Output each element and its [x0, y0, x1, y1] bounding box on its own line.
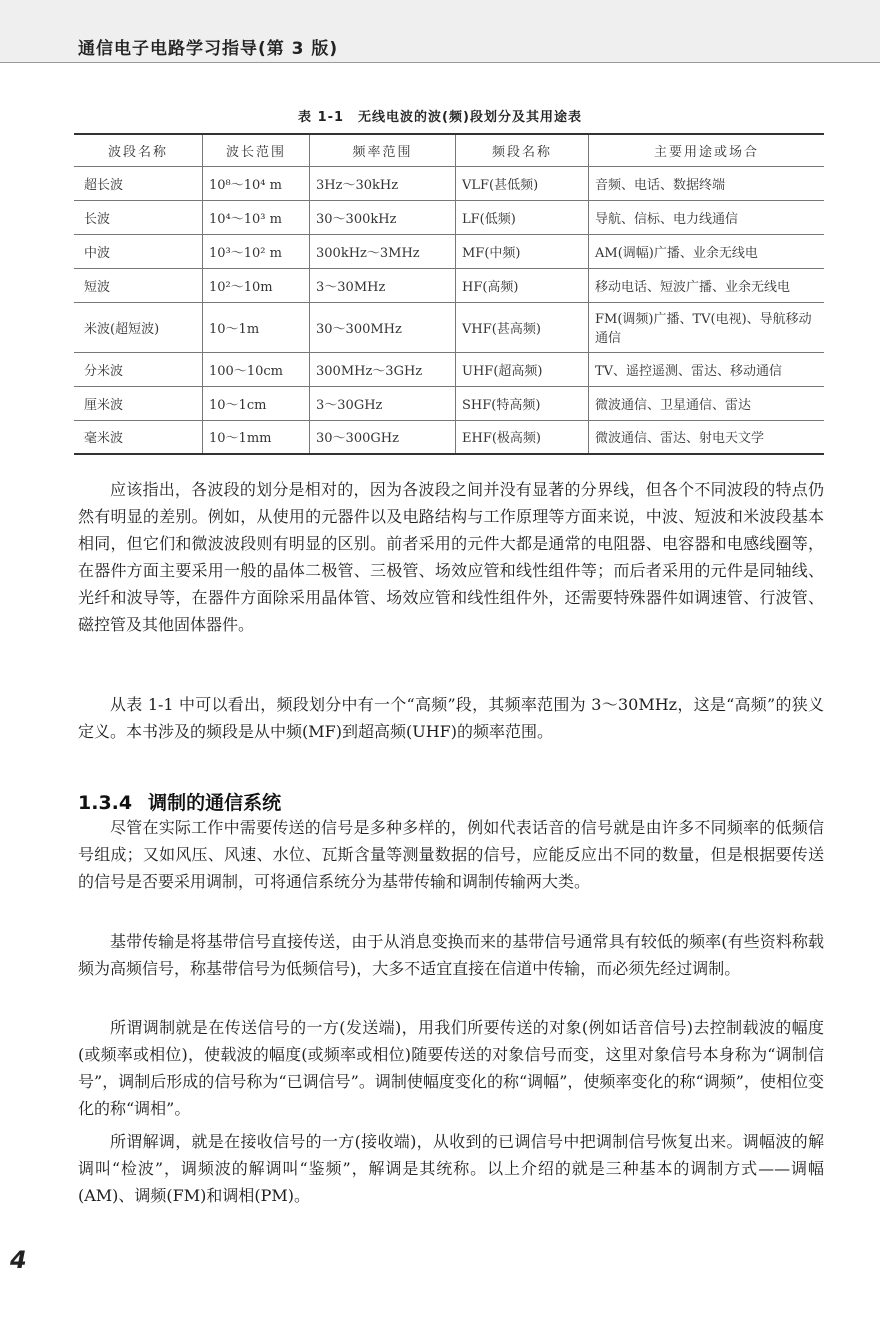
frequency-band-table	[74, 133, 824, 455]
table-cell: 30～300MHz	[310, 302, 456, 352]
table-cell: 导航、信标、电力线通信	[589, 200, 825, 234]
table-cell: 10⁸～10⁴ m	[203, 166, 310, 200]
table-cell: 10～1m	[203, 302, 310, 352]
table-row	[74, 166, 824, 200]
table-cell: VLF(甚低频)	[456, 166, 589, 200]
section-number: 1.3.4	[78, 792, 133, 814]
section-heading	[78, 788, 281, 815]
table-cell: LF(低频)	[456, 200, 589, 234]
table-cell: 3Hz～30kHz	[310, 166, 456, 200]
column-header: 波段名称	[74, 134, 203, 166]
table-caption: 表 1-1 无线电波的波(频)段划分及其用途表	[298, 110, 582, 125]
table-row	[74, 268, 824, 302]
table-row	[74, 200, 824, 234]
paragraph-demodulation: 所谓解调，就是在接收信号的一方(接收端)，从收到的已调信号中把调制信号恢复出来。调幅波的解调叫“检波”，调频波的解调叫“鉴频”，解调是其统称。以上介绍的就是三种基本的调制方式——调幅(AM)、调频(FM)和调相(PM)。	[78, 1132, 824, 1205]
paragraph-signal-types: 尽管在实际工作中需要传送的信号是多种多样的，例如代表话音的信号就是由许多不同频率的低频信号组成；又如风压、风速、水位、瓦斯含量等测量数据的信号，应能反应出不同的数量，但是根据要传送的信号是否要采用调制，可将通信系统分为基带传输和调制传输两大类。	[78, 818, 824, 891]
column-header: 频率范围	[310, 134, 456, 166]
page-number: 4	[10, 1246, 27, 1274]
table-cell: 移动电话、短波广播、业余无线电	[589, 268, 825, 302]
table-cell: FM(调频)广播、TV(电视)、导航移动通信	[589, 302, 825, 352]
table-cell: 微波通信、雷达、射电天文学	[589, 420, 825, 454]
table-cell: 厘米波	[74, 386, 203, 420]
table-cell: 超长波	[74, 166, 203, 200]
table-row	[74, 420, 824, 454]
paragraph-modulation: 所谓调制就是在传送信号的一方(发送端)，用我们所要传送的对象(例如话音信号)去控制载波的幅度(或频率或相位)，使载波的幅度(或频率或相位)随要传送的对象信号而变，这里对象信号本身称为“调制信号”，调制后形成的信号称为“已调信号”。调制使幅度变化的称“调幅”，使频率变化的称“调频”，使相位变化的称“调相”。	[78, 1018, 824, 1118]
paragraph-high-frequency: 从表 1-1 中可以看出，频段划分中有一个“高频”段，其频率范围为 3～30MHz，这是“高频”的狭义定义。本书涉及的频段是从中频(MF)到超高频(UHF)的频率范围。	[78, 695, 824, 741]
table-cell: 3～30GHz	[310, 386, 456, 420]
table-cell: 3～30MHz	[310, 268, 456, 302]
table-cell: SHF(特高频)	[456, 386, 589, 420]
table-row	[74, 234, 824, 268]
table-header-row	[74, 134, 824, 166]
table-cell: 10～1mm	[203, 420, 310, 454]
table-cell: TV、遥控遥测、雷达、移动通信	[589, 352, 825, 386]
table-cell: VHF(甚高频)	[456, 302, 589, 352]
section-title: 调制的通信系统	[148, 792, 282, 814]
table-row	[74, 352, 824, 386]
table-cell: 300MHz～3GHz	[310, 352, 456, 386]
table-cell: 30～300GHz	[310, 420, 456, 454]
table-cell: 短波	[74, 268, 203, 302]
table-cell: EHF(极高频)	[456, 420, 589, 454]
table-cell: 300kHz～3MHz	[310, 234, 456, 268]
table-cell: AM(调幅)广播、业余无线电	[589, 234, 825, 268]
table-cell: 分米波	[74, 352, 203, 386]
table-cell: 长波	[74, 200, 203, 234]
table-cell: 米波(超短波)	[74, 302, 203, 352]
paragraph-band-division: 应该指出，各波段的划分是相对的，因为各波段之间并没有显著的分界线，但各个不同波段的特点仍然有明显的差别。例如，从使用的元器件以及电路结构与工作原理等方面来说，中波、短波和米波段基本相同，但它们和微波波段则有明显的区别。前者采用的元件大都是通常的电阻器、电容器和电感线圈等，在器件方面主要采用一般的晶体二极管、三极管、场效应管和线性组件等；而后者采用的元件是同轴线、光纤和波导等，在器件方面除采用晶体管、场效应管和线性组件外，还需要特殊器件如调速管、行波管、磁控管及其他固体器件。	[78, 480, 824, 634]
table-cell: 中波	[74, 234, 203, 268]
table-row	[74, 386, 824, 420]
table-cell: HF(高频)	[456, 268, 589, 302]
table-cell: 微波通信、卫星通信、雷达	[589, 386, 825, 420]
table-cell: 10²～10m	[203, 268, 310, 302]
table-row	[74, 302, 824, 352]
page-header	[0, 0, 880, 63]
column-header: 主要用途或场合	[589, 134, 825, 166]
table-cell: UHF(超高频)	[456, 352, 589, 386]
table-cell: 10～1cm	[203, 386, 310, 420]
table-cell: 10⁴～10³ m	[203, 200, 310, 234]
column-header: 波长范围	[203, 134, 310, 166]
table-cell: 毫米波	[74, 420, 203, 454]
table-cell: 30～300kHz	[310, 200, 456, 234]
running-header-title: 通信电子电路学习指导(第 3 版)	[78, 39, 339, 59]
paragraph-baseband: 基带传输是将基带信号直接传送，由于从消息变换而来的基带信号通常具有较低的频率(有些资料称载频为高频信号，称基带信号为低频信号)，大多不适宜直接在信道中传输，而必须先经过调制。	[78, 932, 824, 978]
table-cell: 10³～10² m	[203, 234, 310, 268]
table-cell: 100～10cm	[203, 352, 310, 386]
column-header: 频段名称	[456, 134, 589, 166]
table-cell: MF(中频)	[456, 234, 589, 268]
table-cell: 音频、电话、数据终端	[589, 166, 825, 200]
